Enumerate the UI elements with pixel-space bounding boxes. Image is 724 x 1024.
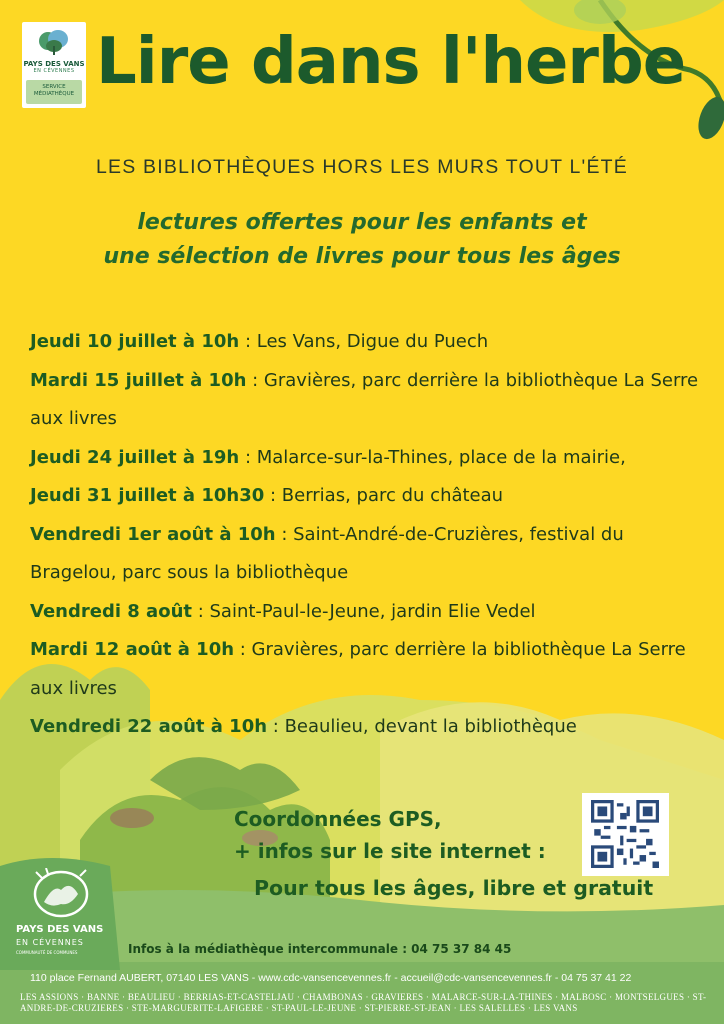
event-date: Mardi 15 juillet à 10h [30, 369, 247, 391]
event-item [30, 516, 710, 593]
event-place: : Saint-Paul-le-Jeune, jardin Elie Vedel [191, 600, 536, 622]
rock-decoration [110, 808, 154, 828]
footer-communes: LES ASSIONS · BANNE · BEAULIEU · BERRIAS-ET-CASTELJAU · CHAMBONAS · GRAVIERES · MALARCE-SUR-LA-THINES · MALBOSC · MONTSELGUES · ST-ANDRE-DE-CRUZIERES · STE-MARGUERITE-LAFIGERE · ST-PAUL-LE-JEUNE · ST-PIERRE-ST-JEAN · LES SALELLES · LES VANS [20, 992, 707, 1013]
bottom-logo-line-1: PAYS DES VANS [16, 924, 104, 935]
event-place: : Malarce-sur-la-Thines, place de la mairie, [239, 446, 626, 468]
page-title: Lire dans l'herbe [96, 25, 686, 99]
event-place: : Saint-André-de-Cruzières, festival du Bragelou, parc sous la bibliothèque [30, 523, 624, 583]
tree-logo-icon [34, 28, 74, 56]
logo-pays-des-vans [14, 868, 114, 966]
logo-service-label: SERVICE MÉDIATHÈQUE [26, 80, 82, 104]
logo-service-mediatheque [22, 22, 86, 108]
page-subtitle: LES BIBLIOTHÈQUES HORS LES MURS TOUT L'ÉTÉ [95, 156, 628, 178]
gps-line-2: + infos sur le site internet : [234, 839, 546, 863]
event-date: Vendredi 8 août [30, 600, 192, 622]
event-item [30, 593, 710, 632]
event-item [30, 439, 710, 478]
footer-address[interactable]: 110 place Fernand AUBERT, 07140 LES VANS - www.cdc-vansencevennes.fr - accueil@cdc-vansencevennes.fr - 04 75 37 41 22 [30, 972, 632, 984]
event-date: Vendredi 22 août à 10h [30, 716, 268, 737]
event-item [30, 323, 710, 362]
qr-code[interactable] [582, 793, 669, 876]
event-date: Mardi 12 août à 10h [30, 639, 235, 660]
qr-code-icon [590, 800, 660, 868]
event-item [30, 708, 710, 747]
tree-logo-icon [24, 868, 98, 924]
gps-line-1: Coordonnées GPS, [234, 807, 442, 831]
event-date: Jeudi 31 juillet à 10h30 [30, 485, 265, 506]
event-list [30, 323, 710, 747]
event-date: Jeudi 24 juillet à 19h [30, 446, 240, 468]
leaf-decoration [693, 93, 724, 143]
logo-line-1: PAYS DES VANS [23, 60, 85, 68]
event-place: : Gravières, parc derrière la bibliothèque La Serre aux livres [30, 639, 686, 699]
free-access-note: Pour tous les âges, libre et gratuit [254, 876, 654, 900]
event-place: : Gravières, parc derrière la bibliothèque La Serre aux livres [30, 369, 699, 429]
event-date: Vendredi 1er août à 10h [30, 523, 276, 545]
contact-phone: Infos à la médiathèque intercommunale : 04 75 37 84 45 [128, 942, 512, 956]
event-place: : Les Vans, Digue du Puech [239, 331, 489, 352]
event-item [30, 362, 710, 439]
event-item [30, 631, 710, 708]
event-place: : Berrias, parc du château [264, 485, 504, 506]
gps-info [232, 803, 572, 867]
bottom-logo-line-3: COMMUNAUTÉ DE COMMUNES [16, 950, 78, 955]
tagline [40, 206, 684, 274]
tagline-line-2: une sélection de livres pour tous les âges [103, 244, 621, 269]
event-place: : Beaulieu, devant la bibliothèque [267, 716, 577, 737]
logo-line-2: EN CÉVENNES [33, 68, 75, 74]
event-date: Jeudi 10 juillet à 10h [30, 331, 240, 352]
bottom-logo-line-2: EN CÉVENNES [16, 938, 84, 947]
tagline-line-1: lectures offertes pour les enfants et [137, 210, 587, 235]
event-item [30, 477, 710, 516]
